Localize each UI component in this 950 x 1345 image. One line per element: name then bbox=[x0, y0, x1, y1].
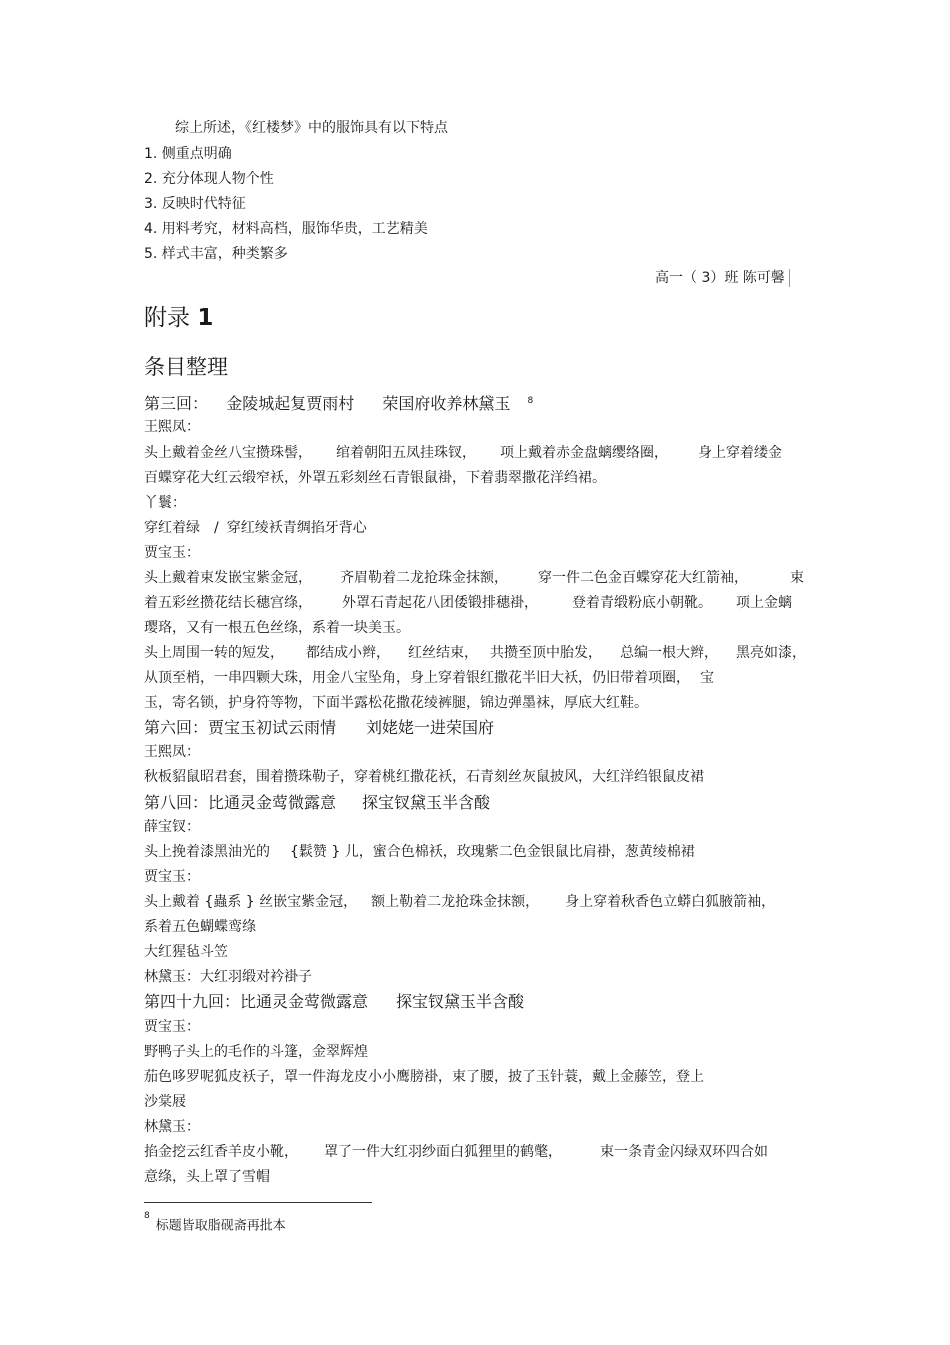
text-segment: 红丝结束， bbox=[408, 645, 478, 661]
text-line: 璎珞，又有一根五色丝绦，系着一块美玉。 bbox=[144, 620, 410, 636]
chapter-6-title-part2: 刘姥姥一进荣国府 bbox=[366, 718, 495, 737]
summary-point: 3. 反映时代特征 bbox=[144, 196, 246, 212]
text-line bbox=[144, 569, 804, 587]
text-segment: 宝 bbox=[700, 670, 714, 686]
text-segment: 头上周围一转的短发， bbox=[144, 645, 284, 661]
text-line: 沙棠屐 bbox=[144, 1094, 186, 1110]
text-segment: 项上金螭 bbox=[736, 595, 792, 611]
text-line bbox=[144, 594, 792, 612]
text-segment: 束一条青金闪绿双环四合如 bbox=[600, 1144, 768, 1160]
summary-intro: 综上所述，《红楼梦》中的服饰具有以下特点 bbox=[175, 120, 448, 136]
appendix-title bbox=[144, 302, 213, 334]
chapter-6-title-part1: 第六回：贾宝玉初试云雨情 bbox=[144, 718, 337, 737]
text-line bbox=[144, 444, 782, 462]
footnote bbox=[144, 1212, 286, 1236]
text-segment: 头上戴着 {蟲系 } 丝嵌宝紫金冠， bbox=[144, 894, 358, 910]
footnote-text: 标题皆取脂砚斋再批本 bbox=[155, 1218, 286, 1234]
text-segment: 头上戴着金丝八宝攒珠髻， bbox=[144, 445, 312, 461]
chapter-3-title bbox=[144, 393, 533, 418]
character-name: 王熙凤： bbox=[144, 419, 200, 435]
text-segment: 黑亮如漆， bbox=[736, 645, 806, 661]
character-name: 薛宝钗： bbox=[144, 819, 200, 835]
text-segment: 项上戴着赤金盘螭缨络圈， bbox=[500, 445, 668, 461]
text-segment: 穿红绫袄青绸掐牙背心 bbox=[226, 520, 367, 536]
chapter-49-title-part1: 第四十九回：比通灵金莺微露意 bbox=[144, 992, 369, 1011]
appendix-subtitle: 条目整理 bbox=[144, 355, 228, 379]
chapter-8-title-part1: 第八回：比通灵金莺微露意 bbox=[144, 793, 337, 812]
summary-point: 2. 充分体现人物个性 bbox=[144, 171, 274, 187]
text-line bbox=[144, 644, 806, 662]
character-name: 丫鬟： bbox=[144, 495, 186, 511]
chapter-8-title bbox=[144, 792, 490, 814]
character-name: 林黛玉： bbox=[144, 1119, 200, 1135]
text-line: 百蝶穿花大红云缎窄袄，外罩五彩刻丝石青银鼠褂，下着翡翠撒花洋绉裙。 bbox=[144, 470, 606, 486]
text-segment: 掐金挖云红香羊皮小靴， bbox=[144, 1144, 298, 1160]
text-line: 茄色哆罗呢狐皮袄子，罩一件海龙皮小小鹰膀褂，束了腰，披了玉针蓑，戴上金藤笠，登上 bbox=[144, 1069, 704, 1085]
chapter-49-title bbox=[144, 991, 524, 1013]
footnote-ref: 8 bbox=[527, 396, 534, 406]
text-segment: 都结成小辫， bbox=[306, 645, 390, 661]
text-segment: 穿一件二色金百蝶穿花大红箭袖， bbox=[538, 570, 748, 586]
text-line: 林黛玉：大红羽缎对衿褂子 bbox=[144, 969, 312, 985]
text-segment: 头上挽着漆黑油光的 bbox=[144, 844, 270, 860]
text-line bbox=[144, 669, 714, 687]
text-line: 意绦，头上罩了雪帽 bbox=[144, 1169, 270, 1185]
text-segment: 共攒至顶中胎发， bbox=[490, 645, 602, 661]
text-segment: 身上穿着缕金 bbox=[698, 445, 782, 461]
text-line: 野鸭子头上的毛作的斗篷，金翠辉煌 bbox=[144, 1044, 368, 1060]
text-line bbox=[144, 519, 367, 537]
text-segment: 头上戴着束发嵌宝紫金冠， bbox=[144, 570, 312, 586]
text-segment: 罩了一件大红羽纱面白狐狸里的鹤氅， bbox=[324, 1144, 562, 1160]
summary-point: 5. 样式丰富，种类繁多 bbox=[144, 246, 288, 262]
appendix-title-number: 1 bbox=[197, 305, 214, 331]
text-segment: 束 bbox=[790, 570, 804, 586]
author-signature: 高一（ 3）班 陈可馨 bbox=[655, 269, 790, 287]
chapter-8-title-part2: 探宝钗黛玉半含酸 bbox=[362, 793, 491, 812]
text-segment: 登着青缎粉底小朝靴。 bbox=[572, 595, 712, 611]
text-segment: 绾着朝阳五凤挂珠钗， bbox=[336, 445, 476, 461]
text-segment: 身上穿着秋香色立蟒白狐腋箭袖， bbox=[565, 894, 776, 910]
appendix-title-prefix: 附录 bbox=[144, 305, 190, 331]
chapter-49-title-part2: 探宝钗黛玉半含酸 bbox=[396, 992, 525, 1011]
footnote-number: 8 bbox=[144, 1211, 150, 1221]
text-segment: 额上勒着二龙抢珠金抹额， bbox=[371, 894, 540, 910]
text-line: 玉，寄名锁，护身符等物，下面半露松花撒花绫裤腿，锦边弹墨袜，厚底大红鞋。 bbox=[144, 695, 648, 711]
text-segment: 总编一根大辫， bbox=[620, 645, 718, 661]
text-line: 系着五色蝴蝶鸾绦 bbox=[144, 919, 256, 935]
summary-point: 4. 用料考究，材料高档，服饰华贵，工艺精美 bbox=[144, 221, 428, 237]
text-line bbox=[144, 893, 775, 911]
text-segment: 外罩石青起花八团倭锻排穗褂， bbox=[342, 595, 538, 611]
text-segment: 穿红着绿 bbox=[144, 520, 200, 536]
character-name: 贾宝玉： bbox=[144, 1019, 200, 1035]
text-segment: 从顶至梢，一串四颗大珠，用金八宝坠角，身上穿着银红撒花半旧大袄，仍旧带着项圈， bbox=[144, 670, 690, 686]
character-name: 贾宝玉： bbox=[144, 545, 200, 561]
chapter-3-label: 第三回： bbox=[144, 394, 209, 413]
text-segment: {鬏赞 } 儿，蜜合色棉袄，玫瑰紫二色金银鼠比肩褂，葱黄绫棉裙 bbox=[290, 844, 695, 860]
text-segment: / bbox=[214, 520, 219, 536]
text-line: 大红猩毡斗笠 bbox=[144, 944, 228, 960]
text-line bbox=[144, 1143, 768, 1161]
text-segment: 着五彩丝攒花结长穗宫绦， bbox=[144, 595, 312, 611]
footnote-divider bbox=[144, 1202, 372, 1203]
chapter-3-title-part1: 金陵城起复贾雨村 bbox=[226, 394, 355, 413]
character-name: 贾宝玉： bbox=[144, 869, 200, 885]
chapter-3-title-part2: 荣国府收养林黛玉 bbox=[382, 394, 511, 413]
text-segment: 齐眉勒着二龙抢珠金抹额， bbox=[340, 570, 508, 586]
character-name: 王熙凤： bbox=[144, 744, 200, 760]
text-line bbox=[144, 843, 695, 861]
text-line: 秋板貂鼠昭君套，围着攒珠勒子，穿着桃红撒花袄，石青刻丝灰鼠披风，大红洋绉银鼠皮裙 bbox=[144, 769, 704, 785]
summary-point: 1. 侧重点明确 bbox=[144, 146, 232, 162]
chapter-6-title bbox=[144, 717, 494, 739]
